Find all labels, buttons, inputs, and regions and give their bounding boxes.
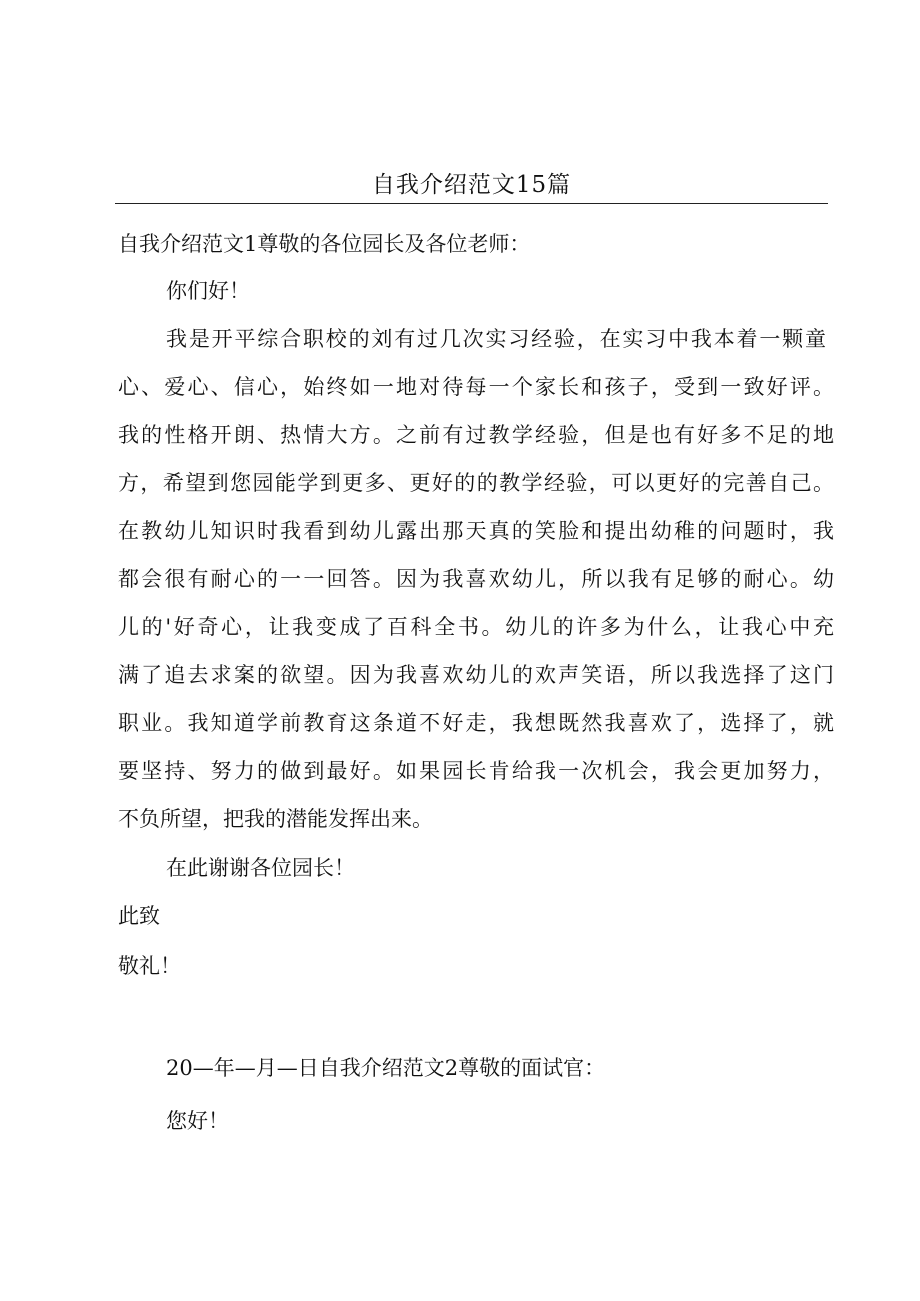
greeting-2: 您好！ [166, 1109, 229, 1133]
body-line-6: 都会很有耐心的一一回答。因为我喜欢幼儿，所以我有足够的耐心。幼 [118, 567, 834, 591]
body-line-5: 在教幼儿知识时我看到幼儿露出那天真的笑脸和提出幼稚的问题时，我 [118, 519, 834, 543]
title-underline [115, 203, 828, 204]
body-line-4: 方，希望到您园能学到更多、更好的的教学经验，可以更好的完善自己。 [118, 471, 834, 495]
body-line-2: 心、爱心、信心，始终如一地对待每一个家长和孩子，受到一致好评。 [118, 375, 834, 399]
body-line-8: 满了追去求案的欲望。因为我喜欢幼儿的欢声笑语，所以我选择了这门 [118, 663, 834, 687]
closing-regards: 敬礼！ [118, 954, 181, 978]
date-line: 20—年—月—日自我介绍范文2尊敬的面试官： [166, 1056, 606, 1080]
body-last-line: 不负所望，把我的潜能发挥出来。 [118, 807, 433, 831]
body-line-10: 要坚持、努力的做到最好。如果园长肯给我一次机会，我会更加努力， [118, 759, 834, 783]
intro-line: 自我介绍范文1尊敬的各位园长及各位老师： [118, 232, 531, 256]
body-line-9: 职业。我知道学前教育这条道不好走，我想既然我喜欢了，选择了，就 [118, 711, 834, 735]
body-line-1: 我是开平综合职校的刘有过几次实习经验，在实习中我本着一颗童 [166, 327, 826, 351]
document-title: 自我介绍范文15篇 [371, 172, 572, 198]
greeting: 你们好！ [166, 279, 250, 303]
closing-salutation: 此致 [118, 904, 160, 928]
thanks-line: 在此谢谢各位园长！ [166, 856, 355, 880]
body-line-3: 我的性格开朗、热情大方。之前有过教学经验，但是也有好多不足的地 [118, 423, 834, 447]
body-line-7: 儿的'好奇心，让我变成了百科全书。幼儿的许多为什么，让我心中充 [118, 615, 834, 639]
